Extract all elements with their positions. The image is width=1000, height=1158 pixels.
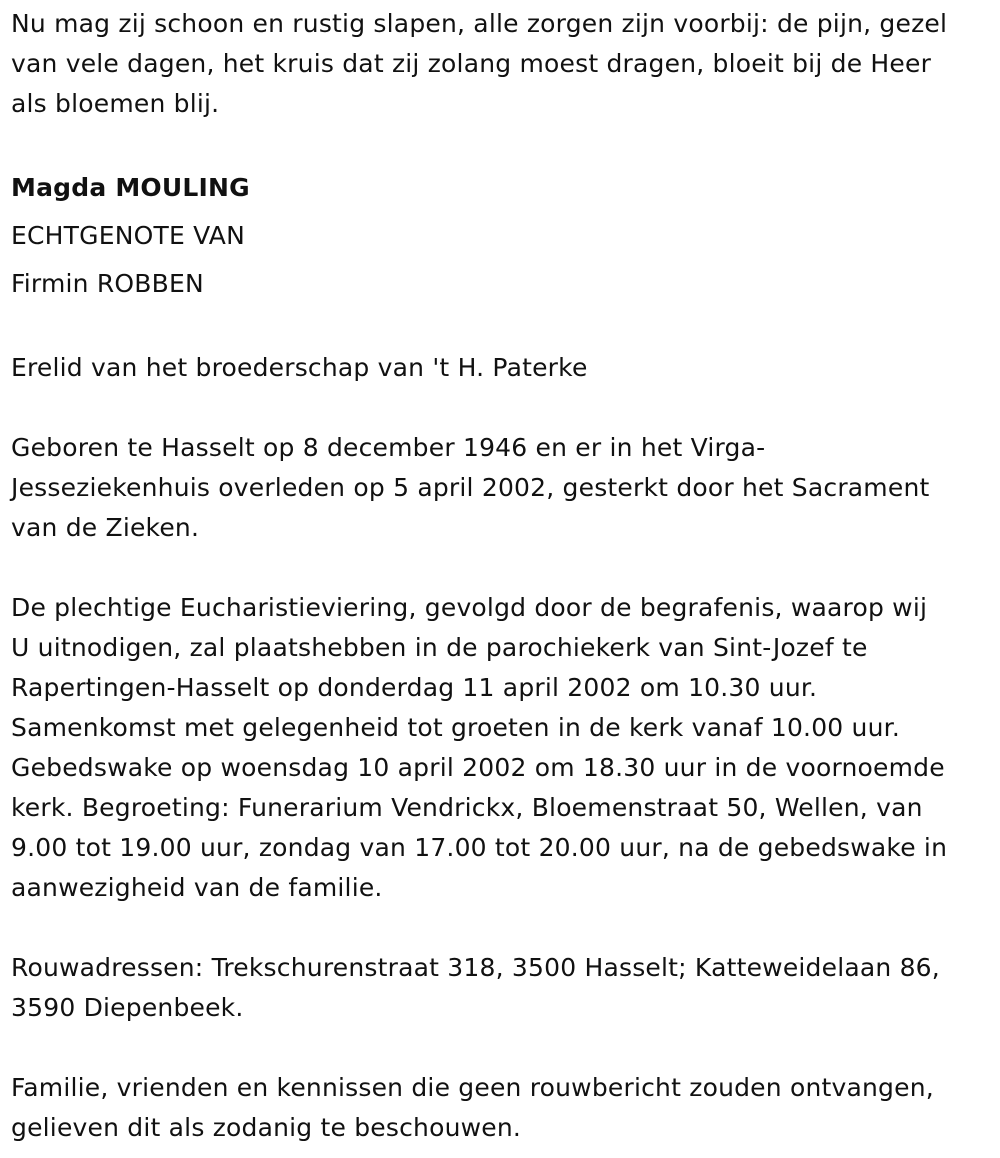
relation-label: ECHTGENOTE VAN bbox=[11, 221, 245, 250]
spouse-name: Firmin ROBBEN bbox=[11, 269, 204, 298]
spacer bbox=[11, 388, 986, 428]
obituary-document bbox=[11, 0, 986, 1148]
spacer bbox=[11, 1028, 986, 1068]
birth-death-details: Geboren te Hasselt op 8 december 1946 en er in het Virga- Jesseziekenhuis overleden op 5 april 2002, gesterkt door het Sacrament van de Zieken. bbox=[11, 433, 930, 542]
memorial-poem: Nu mag zij schoon en rustig slapen, alle zorgen zijn voorbij: de pijn, gezel van vele dagen, het kruis dat zij zolang moest dragen, bloeit bij de Heer als bloemen blij. bbox=[11, 9, 948, 118]
spacer bbox=[11, 548, 986, 588]
mourning-addresses: Rouwadressen: Trekschurenstraat 318, 3500 Hasselt; Katteweidelaan 86, 3590 Diepenbeek. bbox=[11, 953, 940, 1022]
deceased-name: Magda MOULING bbox=[11, 173, 250, 202]
spacer bbox=[11, 124, 986, 164]
honorary-membership: Erelid van het broederschap van 't H. Paterke bbox=[11, 353, 588, 382]
spacer bbox=[11, 908, 986, 948]
spacer bbox=[11, 308, 986, 348]
closing-note: Familie, vrienden en kennissen die geen rouwbericht zouden ontvangen, gelieven dit als zodanig te beschouwen. bbox=[11, 1073, 934, 1142]
ceremony-details: De plechtige Eucharistieviering, gevolgd door de begrafenis, waarop wij U uitnodigen, zal plaatshebben in de parochiekerk van Sint-Jozef te Rapertingen-Hasselt op donderdag 11 april 2002 om 10.30 uur. Samenkomst met gelegenheid tot groeten in de kerk vanaf 10.00 uur. Gebedswake op woensdag 10 april 2002 om 18.30 uur in de voornoemde kerk. Begroeting: Funerarium Vendrickx, Bloemenstraat 50, Wellen, van 9.00 tot 19.00 uur, zondag van 17.00 tot 20.00 uur, na de gebedswake in aanwezigheid van de familie. bbox=[11, 593, 948, 902]
